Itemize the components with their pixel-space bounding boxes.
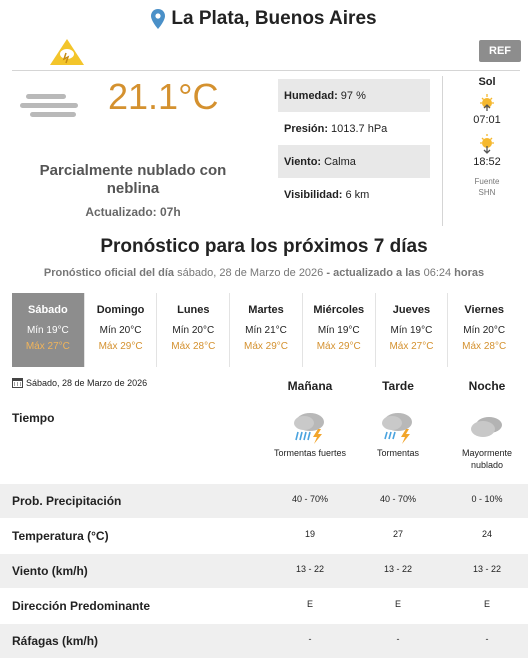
sun-source — [452, 176, 522, 198]
day-max: Máx 29°C — [316, 341, 361, 352]
forecast-sub-prefix: Pronóstico oficial del día — [43, 267, 175, 279]
stat-value: 1013.7 hPa — [331, 122, 388, 135]
day-min: Mín 20°C — [99, 325, 142, 336]
sunset-time: 18:52 — [473, 156, 501, 168]
weather-tarde: Tormentas — [376, 448, 420, 458]
row-value: 13 - 22 — [383, 564, 413, 574]
day-min: Mín 19°C — [26, 325, 69, 336]
day-name: Miércoles — [313, 304, 365, 316]
stat-label: Humedad: — [284, 89, 338, 102]
day-min: Mín 19°C — [317, 325, 360, 336]
row-value: 24 — [481, 529, 492, 539]
stat-visibility — [278, 178, 430, 211]
row-value: 40 - 70% — [291, 494, 329, 504]
day-name: Viernes — [464, 304, 504, 316]
heavy-storm-icon — [290, 410, 330, 444]
row-gusts — [0, 624, 528, 658]
forecast-sub-suffix: horas — [454, 267, 485, 279]
row-direction — [0, 589, 528, 623]
sun-panel — [452, 76, 522, 198]
stat-label: Presión: — [284, 122, 329, 135]
column-tarde: Tarde — [382, 379, 414, 393]
header-divider — [12, 70, 520, 71]
stat-value: Calma — [324, 155, 356, 168]
row-precipitation — [0, 484, 528, 518]
day-tab-jueves[interactable] — [376, 293, 449, 367]
row-wind — [0, 554, 528, 588]
forecast-title: Pronóstico para los próximos 7 días — [100, 236, 428, 257]
sun-divider — [442, 76, 443, 226]
current-temperature: 21.1°C — [108, 76, 219, 117]
day-min: Mín 19°C — [390, 325, 433, 336]
row-value: 27 — [392, 529, 403, 539]
day-name: Jueves — [392, 304, 431, 316]
forecast-subtitle — [0, 267, 528, 279]
day-name: Domingo — [96, 304, 145, 316]
day-tab-sabado[interactable] — [12, 293, 85, 367]
day-name: Martes — [248, 304, 284, 316]
day-max: Máx 29°C — [98, 341, 143, 352]
row-value: 40 - 70% — [379, 494, 417, 504]
day-max: Máx 28°C — [171, 341, 216, 352]
forecast-sub-mid: - actualizado a las — [326, 267, 421, 279]
fog-icon — [20, 92, 82, 120]
stat-humidity — [278, 79, 430, 112]
location-pin-icon — [151, 9, 165, 29]
day-max: Máx 27°C — [25, 341, 70, 352]
cloudy-icon — [467, 412, 507, 446]
row-value: - — [308, 634, 312, 644]
storm-alert-icon[interactable] — [49, 38, 85, 66]
day-min: Mín 20°C — [463, 325, 506, 336]
day-name: Lunes — [177, 304, 210, 316]
day-tab-viernes[interactable] — [448, 293, 520, 367]
weather-noche: Mayormente nublado — [461, 448, 513, 470]
stat-label: Visibilidad: — [284, 188, 343, 201]
day-max: Máx 27°C — [389, 341, 434, 352]
stat-value: 97 % — [340, 89, 366, 102]
row-value: E — [394, 599, 401, 609]
calendar-icon — [12, 377, 23, 388]
detail-date — [12, 377, 147, 388]
tiempo-label: Tiempo — [12, 411, 55, 425]
stat-pressure — [278, 112, 430, 145]
updated-time: Actualizado: 07h — [85, 205, 181, 219]
row-label: Dirección Predominante — [12, 599, 151, 613]
row-label: Temperatura (°C) — [12, 529, 109, 543]
current-stats — [278, 79, 430, 211]
row-value: 13 - 22 — [295, 564, 325, 574]
day-tab-miercoles[interactable] — [303, 293, 376, 367]
day-tab-lunes[interactable] — [157, 293, 230, 367]
stat-value: 6 km — [345, 188, 370, 201]
day-max: Máx 28°C — [462, 341, 507, 352]
sunrise-icon — [477, 92, 497, 112]
row-value: 13 - 22 — [472, 564, 502, 574]
detail-date-text: Sábado, 28 de Marzo de 2026 — [26, 377, 148, 388]
ref-button[interactable]: REF — [479, 40, 521, 62]
row-value: 0 - 10% — [471, 494, 503, 504]
row-temperature — [0, 519, 528, 553]
current-condition: Parcialmente nublado con neblina — [39, 162, 227, 197]
day-min: Mín 20°C — [172, 325, 215, 336]
sunrise-time: 07:01 — [473, 114, 501, 126]
day-tabs — [12, 293, 520, 367]
day-tab-domingo[interactable] — [85, 293, 158, 367]
row-value: E — [306, 599, 313, 609]
stat-wind — [278, 145, 430, 178]
stat-label: Viento: — [284, 155, 322, 168]
row-label: Viento (km/h) — [12, 564, 88, 578]
day-tab-martes[interactable] — [230, 293, 303, 367]
day-name: Sábado — [27, 304, 68, 316]
column-noche: Noche — [468, 379, 506, 393]
row-label: Ráfagas (km/h) — [12, 634, 99, 648]
forecast-sub-date: sábado, 28 de Marzo de 2026 — [177, 267, 324, 279]
day-min: Mín 21°C — [245, 325, 287, 336]
forecast-sub-time: 06:24 — [423, 267, 452, 279]
row-value: - — [396, 634, 400, 644]
storm-icon — [378, 410, 418, 444]
city-name: La Plata, Buenos Aires — [171, 8, 377, 29]
weather-manana: Tormentas fuertes — [273, 448, 347, 458]
location-header — [0, 0, 528, 38]
row-label: Prob. Precipitación — [12, 494, 122, 508]
source-label: Fuente — [474, 177, 500, 186]
row-value: - — [485, 634, 489, 644]
sunset-icon — [477, 134, 497, 154]
source-name: SHN — [478, 188, 496, 197]
row-value: 19 — [304, 529, 315, 539]
column-manana: Mañana — [287, 379, 333, 393]
day-max: Máx 29°C — [244, 341, 289, 352]
sun-title: Sol — [478, 76, 496, 88]
row-value: E — [483, 599, 490, 609]
